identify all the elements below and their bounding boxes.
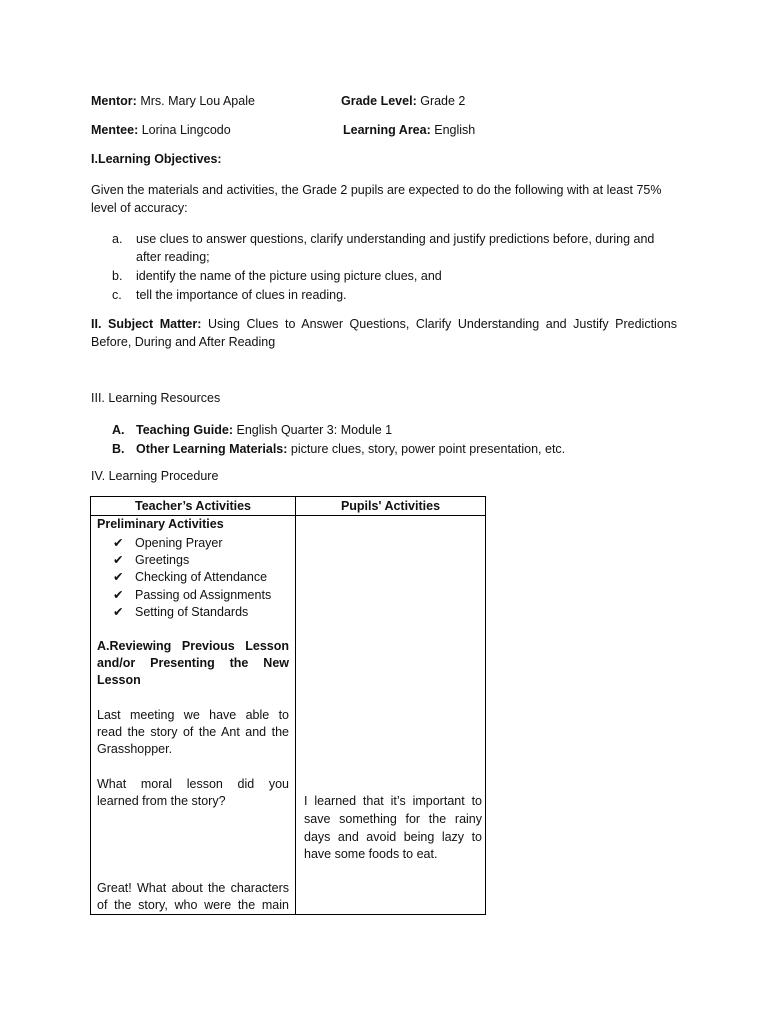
subject-matter-text: Using Clues to Answer Questions, Clarify Understanding and Justify Predictions	[207, 317, 677, 331]
teacher-activities-cell	[91, 516, 296, 915]
mentee-row	[91, 123, 231, 137]
checklist-item	[113, 551, 189, 569]
objective-text: identify the name of the picture using picture clues, and	[136, 269, 442, 283]
objectives-intro	[91, 181, 677, 217]
learning-area-row	[343, 123, 475, 137]
objectives-intro-line-1: Given the materials and activities, the Grade 2 pupils are expected to do the following with at least 75%	[91, 183, 662, 197]
pupil-response-line-3: days and avoid being lazy to	[304, 830, 482, 844]
subject-matter-line-2: Before, During and After Reading	[91, 335, 276, 349]
mentor-row	[91, 94, 255, 108]
teacher-para-1-line-3: Grasshopper.	[97, 742, 173, 756]
teacher-para-2-line-2: learned from the story?	[97, 794, 226, 808]
table-row	[91, 516, 486, 915]
objective-marker: b.	[112, 269, 123, 283]
pupils-activities-header: Pupils' Activities	[296, 497, 486, 516]
objective-marker: c.	[112, 288, 122, 302]
teacher-para-3-line-1: Great! What about the characters	[97, 881, 289, 895]
objective-text-line-2: after reading;	[136, 250, 210, 264]
resource-marker: B.	[112, 442, 125, 456]
procedure-table	[90, 496, 486, 915]
objectives-intro-line-2: level of accuracy:	[91, 201, 188, 215]
subject-matter-label: II. Subject Matter:	[91, 317, 202, 331]
teacher-para-1-line-2: read the story of the Ant and the	[97, 725, 289, 739]
check-icon: ✔	[113, 535, 124, 550]
subject-matter	[91, 315, 677, 351]
resource-text	[136, 421, 392, 439]
mentee-label: Mentee:	[91, 123, 139, 137]
resource-value: picture clues, story, power point presentation, etc.	[290, 442, 566, 456]
review-heading-line-1: A.Reviewing Previous Lesson	[97, 639, 289, 653]
objective-text	[136, 230, 654, 266]
grade-level-label: Grade Level:	[341, 94, 417, 108]
checklist-item	[113, 568, 267, 586]
preliminary-heading: Preliminary Activities	[97, 517, 224, 531]
mentor-label: Mentor:	[91, 94, 137, 108]
pupils-activities-cell	[296, 516, 486, 915]
check-icon: ✔	[113, 587, 124, 602]
checklist-text: Setting of Standards	[135, 605, 249, 619]
resource-label: Teaching Guide:	[136, 423, 233, 437]
checklist-text: Checking of Attendance	[135, 570, 268, 584]
teacher-para-3-line-2: of the story, who were the main	[97, 898, 289, 912]
objectives-heading: I.Learning Objectives:	[91, 152, 222, 166]
teacher-para-2-line-1: What moral lesson did you	[97, 777, 289, 791]
checklist-text: Greetings	[135, 553, 190, 567]
check-icon: ✔	[113, 569, 124, 584]
grade-level-row	[341, 94, 465, 108]
objective-text: tell the importance of clues in reading.	[136, 288, 347, 302]
learning-area-value: English	[434, 123, 476, 137]
checklist-item	[113, 534, 223, 552]
objective-text-line-1: use clues to answer questions, clarify understanding and justify predictions before, during and	[136, 232, 655, 246]
checklist-item	[113, 603, 248, 621]
check-icon: ✔	[113, 604, 124, 619]
check-icon: ✔	[113, 552, 124, 567]
checklist-text: Opening Prayer	[135, 536, 223, 550]
learning-area-label: Learning Area:	[343, 123, 431, 137]
pupil-response-line-2: save something for the rainy	[304, 812, 482, 826]
resource-label: Other Learning Materials:	[136, 442, 288, 456]
teacher-para-1-line-1: Last meeting we have able to	[97, 708, 289, 722]
resources-heading: III. Learning Resources	[91, 391, 221, 405]
mentee-value: Lorina Lingcodo	[141, 123, 231, 137]
procedure-heading: IV. Learning Procedure	[91, 469, 219, 483]
objective-marker: a.	[112, 232, 123, 246]
checklist-item	[113, 586, 271, 604]
pupil-response-line-4: have some foods to eat.	[304, 847, 438, 861]
grade-level-value: Grade 2	[420, 94, 466, 108]
table-header-row	[91, 497, 486, 516]
resource-value: English Quarter 3: Module 1	[236, 423, 393, 437]
resource-text	[136, 440, 565, 458]
teacher-activities-header: Teacher’s Activities	[91, 497, 296, 516]
review-heading-line-3: Lesson	[97, 673, 141, 687]
mentor-value: Mrs. Mary Lou Apale	[140, 94, 255, 108]
resource-marker: A.	[112, 423, 125, 437]
pupil-response-line-1: I learned that it’s important to	[304, 794, 482, 808]
subject-matter-line-1	[91, 315, 677, 333]
checklist-text: Passing od Assignments	[135, 588, 272, 602]
review-heading-line-2: and/or Presenting the New	[97, 656, 289, 670]
